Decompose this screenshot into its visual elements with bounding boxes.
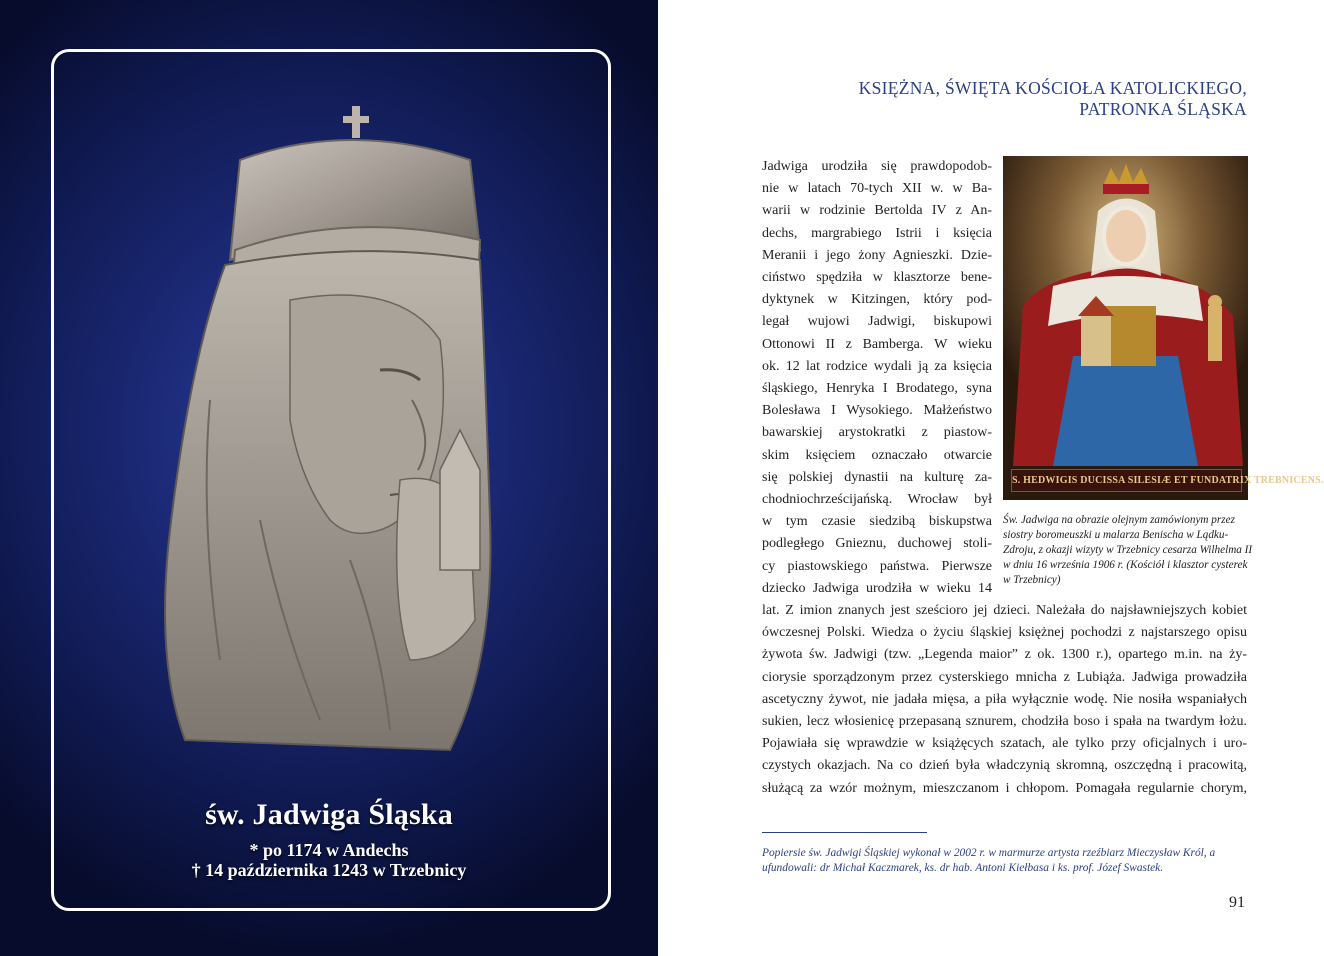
body-line: Bolesława I Wysokiego. Małżeństwo [762, 403, 992, 419]
painting-inscription: S. HEDWIGIS DUCISSA SILESIÆ ET FUNDATRIX TREBNICENS. [1011, 469, 1242, 492]
chapter-heading-line-1: KSIĘŻNA, ŚWIĘTA KOŚCIOŁA KATOLICKIEGO, [858, 78, 1247, 98]
chapter-heading-line-2: PATRONKA ŚLĄSKA [1079, 99, 1247, 119]
body-line: warii w rodzinie Bertolda IV z An- [762, 203, 992, 219]
body-line: podległego Gnieznu, duchowej stoli- [762, 536, 992, 552]
body-line: nie w latach 70-tych XII w. w Ba- [762, 181, 992, 197]
body-line: ascetyczny żywot, nie jadała mięsa, a piła wyłącznie wodę. Nie nosiła wspaniałych [762, 691, 1247, 707]
body-line: lat. Z imion znanych jest sześcioro jej dzieci. Należała do najsławniejszych kobiet [762, 603, 1247, 618]
body-line: ciństwo spędziła w klasztorze bene- [762, 270, 992, 286]
body-line: chodniochrześcijańską. Wrocław był [762, 492, 992, 508]
body-line: ówczesnej Polski. Wiedza o życiu śląskiej księżnej pochodzi z najstarszego opisu [762, 625, 1247, 641]
body-line: bawarskiej arystokratki z piastow- [762, 425, 992, 441]
body-line: dziecko Jadwiga urodziła w wieku 14 [762, 580, 992, 596]
body-line: legał wujowi Jadwigi, biskupowi [762, 314, 992, 330]
death-line: † 14 października 1243 w Trzebnicy [191, 860, 467, 880]
body-line: służącą za wzór możnym, mieszczanom i chłopom. Pomagała regularnie chorym, [762, 780, 1247, 796]
left-page [0, 0, 658, 956]
body-line: się polskiej dynastii na kulturę za- [762, 469, 992, 485]
body-line: śląskiego, Henryka I Brodatego, syna [762, 381, 992, 397]
body-line: w tym czasie siedzibą biskupstwa [762, 514, 992, 530]
body-line: sukien, lecz włosienicę przepasaną sznurem, chodziła boso i spała na twardym łożu. [762, 714, 1247, 730]
body-line: czystych okazjach. Na co dzień była władczynią skromną, oszczędną i pracowitą, [762, 758, 1247, 774]
saint-name-title: św. Jadwiga Śląska [205, 798, 453, 831]
painting-caption: Św. Jadwiga na obrazie olejnym zamówionym przez siostry boromeuszki u malarza Benischa w Lądku-Zdroju, z okazji wizyty w Trzebnicy cesarza Wilhelma II w dniu 16 września 1906 r. (Kościół i klasztor cysterek w Trzebnicy) [1003, 514, 1253, 586]
body-text-narrow-column [762, 156, 992, 600]
body-line: cy piastowskiego państwa. Pierwsze [762, 558, 992, 574]
footnote-rule [762, 832, 927, 833]
body-line: Meranii i jego żony Agnieszki. Dzie- [762, 247, 992, 263]
birth-line: * po 1174 w Andechs [249, 840, 409, 860]
oil-painting-image [1003, 156, 1324, 500]
body-line: skim księciem oznaczało otwarcie [762, 447, 992, 463]
body-line: dechs, margrabiego Istrii i księcia [762, 225, 992, 241]
marble-bust-image [150, 100, 510, 760]
body-line: Pojawiała się wprawdzie w książęcych szatach, ale tylko przy oficjalnych i uro- [762, 736, 1247, 752]
body-line: dyktynek w Kitzingen, który pod- [762, 292, 992, 308]
body-line: ok. 12 lat rodzice wydali ją za księcia [762, 358, 992, 374]
page-number: 91 [1229, 894, 1245, 911]
body-line: Ottonowi II z Bambergа. W wieku [762, 336, 992, 352]
body-line: ciorysie sporządzonym przez cysterskiego mnicha z Lubiąża. Jadwiga prowadziła [762, 669, 1247, 685]
body-text-wide-column [762, 600, 1247, 800]
body-line: żywota św. Jadwigi (tzw. „Legenda maior” z ok. 1300 r.), opartego m.in. na ży- [762, 647, 1247, 663]
body-line: Jadwiga urodziła się prawdopodob- [762, 159, 992, 174]
chapter-heading [859, 78, 1247, 120]
footnote: Popiersie św. Jadwigi Śląskiej wykonał w 2002 r. w marmurze artysta rzeźbiarz Mieczysław Król, a ufundowali: dr Michał Kaczmarek, ks. dr hab. Antoni Kiełbasa i ks. prof. Józef Swastek. [762, 847, 1216, 874]
